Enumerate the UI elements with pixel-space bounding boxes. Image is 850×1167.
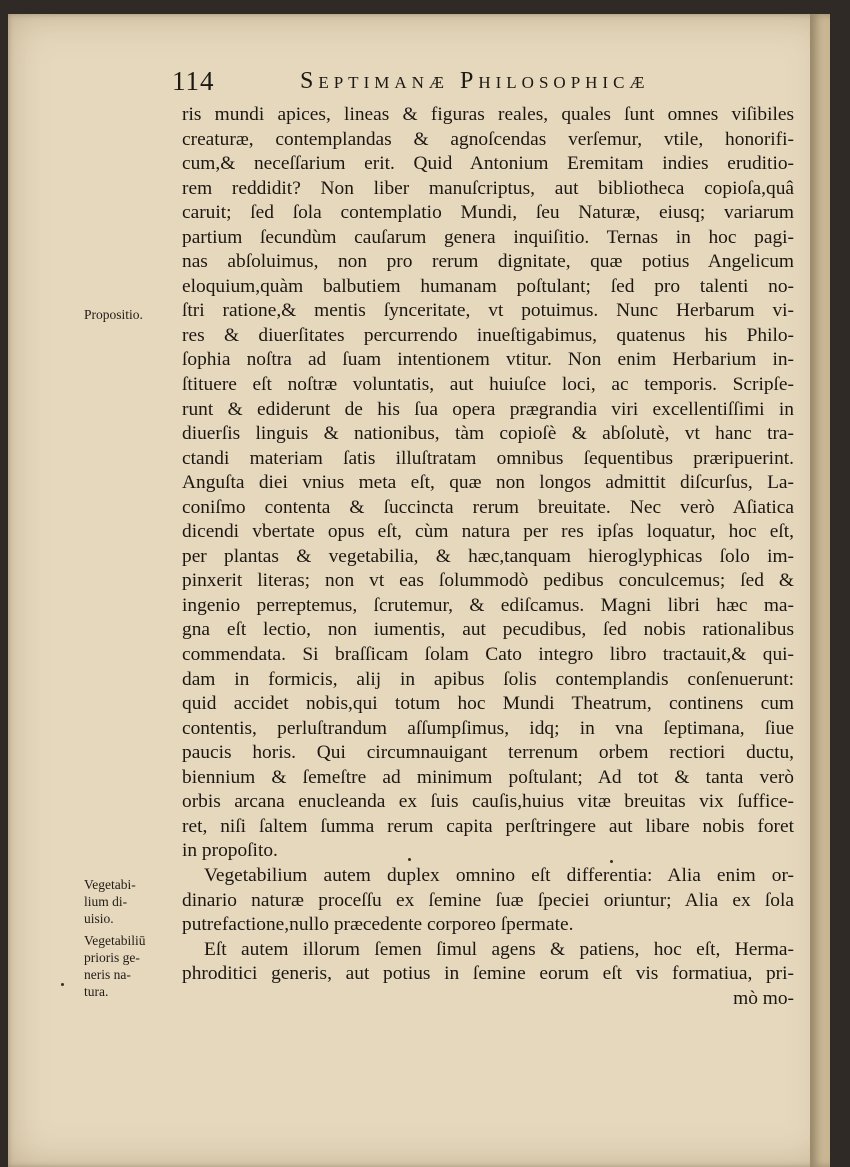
- text-line: ingenio perreptemus, ſcrutemur, & ediſcamus. Magni libri hæc ma-: [182, 594, 794, 616]
- text-line: per plantas & vegetabilia, & hæc,tanquam hieroglyphicas ſolo im-: [182, 545, 794, 567]
- text-line: ctandi materiam ſatis illuſtratam omnibus ſequentibus præripuerint.: [182, 447, 794, 469]
- margin-note-line: Vegetabiliū: [84, 933, 146, 948]
- text-line: gna eſt lectio, non iumentis, aut pecudibus, ſed nobis rationalibus: [182, 619, 794, 641]
- body-text: [182, 103, 794, 1011]
- text-line: pinxerit literas; non vt eas ſolummodò pedibus conculcemus; ſed &: [182, 570, 794, 592]
- text-line: rem reddidit? Non liber manuſcriptus, aut bibliotheca copioſa,quâ: [182, 177, 794, 199]
- text-line: eloquium,quàm balbutiem humanam poſtulant; ſed pro talenti no-: [182, 275, 794, 297]
- text-line: caruit; ſed ſola contemplatio Mundi, ſeu Naturæ, eiusq; variarum: [182, 202, 794, 224]
- text-line: creaturæ, contemplandas & agnoſcendas verſemur, vtile, honorifi-: [182, 128, 794, 150]
- margin-note-line: uisio.: [84, 911, 114, 926]
- text-line: paucis horis. Qui circumnauigant terrenum orbem rectiori ductu,: [182, 742, 794, 764]
- text-line: res & diuerſitates percurrendo inueſtigabimus, quatenus his Philo-: [182, 324, 794, 346]
- page-number: 114: [172, 66, 215, 96]
- text-line: ſtituere eſt noſtræ voluntatis, aut huiuſce loci, ac temporis. Scripſe-: [182, 374, 794, 396]
- ink-speck: [610, 860, 613, 863]
- ink-speck: [408, 858, 411, 861]
- text-line: coniſmo contenta & ſuccincta rerum breuitate. Nec verò Aſiatica: [182, 496, 794, 518]
- text-line: partium ſecundùm cauſarum genera inquiſitio. Ternas in hoc pagi-: [182, 226, 794, 248]
- text-line: phroditici generis, aut potius in ſemine eorum eſt vis formatiua, pri-: [182, 963, 794, 985]
- text-line: quid accidet nobis,qui totum hoc Mundi Theatrum, continens cum: [182, 693, 794, 715]
- text-line: dicendi vbertate opus eſt, cùm natura per res ipſas loquatur, hoc eſt,: [182, 521, 794, 543]
- text-line: diuerſis linguis & nationibus, tàm copioſè & abſolutè, vt hanc tra-: [182, 423, 794, 445]
- text-line: Eſt autem illorum ſemen ſimul agens & patiens, hoc eſt, Herma-: [204, 938, 794, 960]
- margin-note-line: Propositio.: [84, 307, 143, 322]
- text-line: putrefactione,nullo præcedente corporeo ſpermate.: [182, 914, 574, 936]
- margin-note-line: tura.: [84, 984, 109, 999]
- margin-note-line: lium di-: [84, 894, 128, 909]
- margin-note-propositio: [84, 306, 176, 323]
- page-header: [172, 60, 787, 100]
- text-line: ſtri ratione,& mentis ſynceritate, vt potuimus. Nunc Herbarum vi-: [182, 300, 794, 322]
- catchword: mò mo-: [733, 987, 794, 1009]
- text-line: runt & ediderunt de his ſua opera prægrandia viri excellentiſſimi in: [182, 398, 794, 420]
- text-line: ſophia noſtra ad ſuam intentionem vtitur. Non enim Herbarium in-: [182, 349, 794, 371]
- text-line: ret, niſi ſaltem ſumma rerum capita perſtringere aut libare nobis foret: [182, 815, 794, 837]
- text-line: contentis, perluſtrandum aſſumpſimus, idq; in vna ſeptimana, ſiue: [182, 717, 794, 739]
- text-line: biennium & ſemeſtre ad minimum poſtulant; Ad tot & tanta verò: [182, 766, 794, 788]
- margin-note-natura: [84, 932, 176, 1000]
- running-title: Septimanæ Philosophicæ: [300, 68, 650, 94]
- text-line: ris mundi apices, lineas & figuras reales, quales ſunt omnes viſibiles: [182, 104, 794, 125]
- margin-note-divisio: [84, 876, 176, 927]
- text-line: Vegetabilium autem duplex omnino eſt differentia: Alia enim or-: [204, 864, 794, 886]
- text-line: dinario naturæ proceſſu ex ſemine ſuæ ſpeciei oriuntur; Alia ex ſola: [182, 889, 794, 911]
- margin-note-line: prioris ge-: [84, 950, 140, 965]
- text-line: dam in formicis, alij in apibus ſolis contemplandis conſenuerunt:: [182, 668, 794, 690]
- text-line: commendata. Si braſſicam ſolam Cato integro libro tractauit,& qui-: [182, 644, 794, 666]
- margin-note-line: neris na-: [84, 967, 131, 982]
- ink-speck: [61, 983, 64, 986]
- text-line: cum,& neceſſarium erit. Quid Antonium Eremitam indies eruditio-: [182, 153, 794, 175]
- text-line: in propoſito.: [182, 840, 278, 862]
- text-line: Anguſta diei vnius meta eſt, quæ non longos admittit diſcurſus, La-: [182, 472, 794, 494]
- margin-note-line: Vegetabi-: [84, 877, 136, 892]
- binding-edge: [810, 14, 830, 1167]
- text-line: nas abſoluimus, non pro rerum dignitate, quæ potius Angelicum: [182, 251, 794, 273]
- text-line: orbis arcana enucleanda ex ſuis cauſis,huius vitæ breuitas vix ſuffice-: [182, 791, 794, 813]
